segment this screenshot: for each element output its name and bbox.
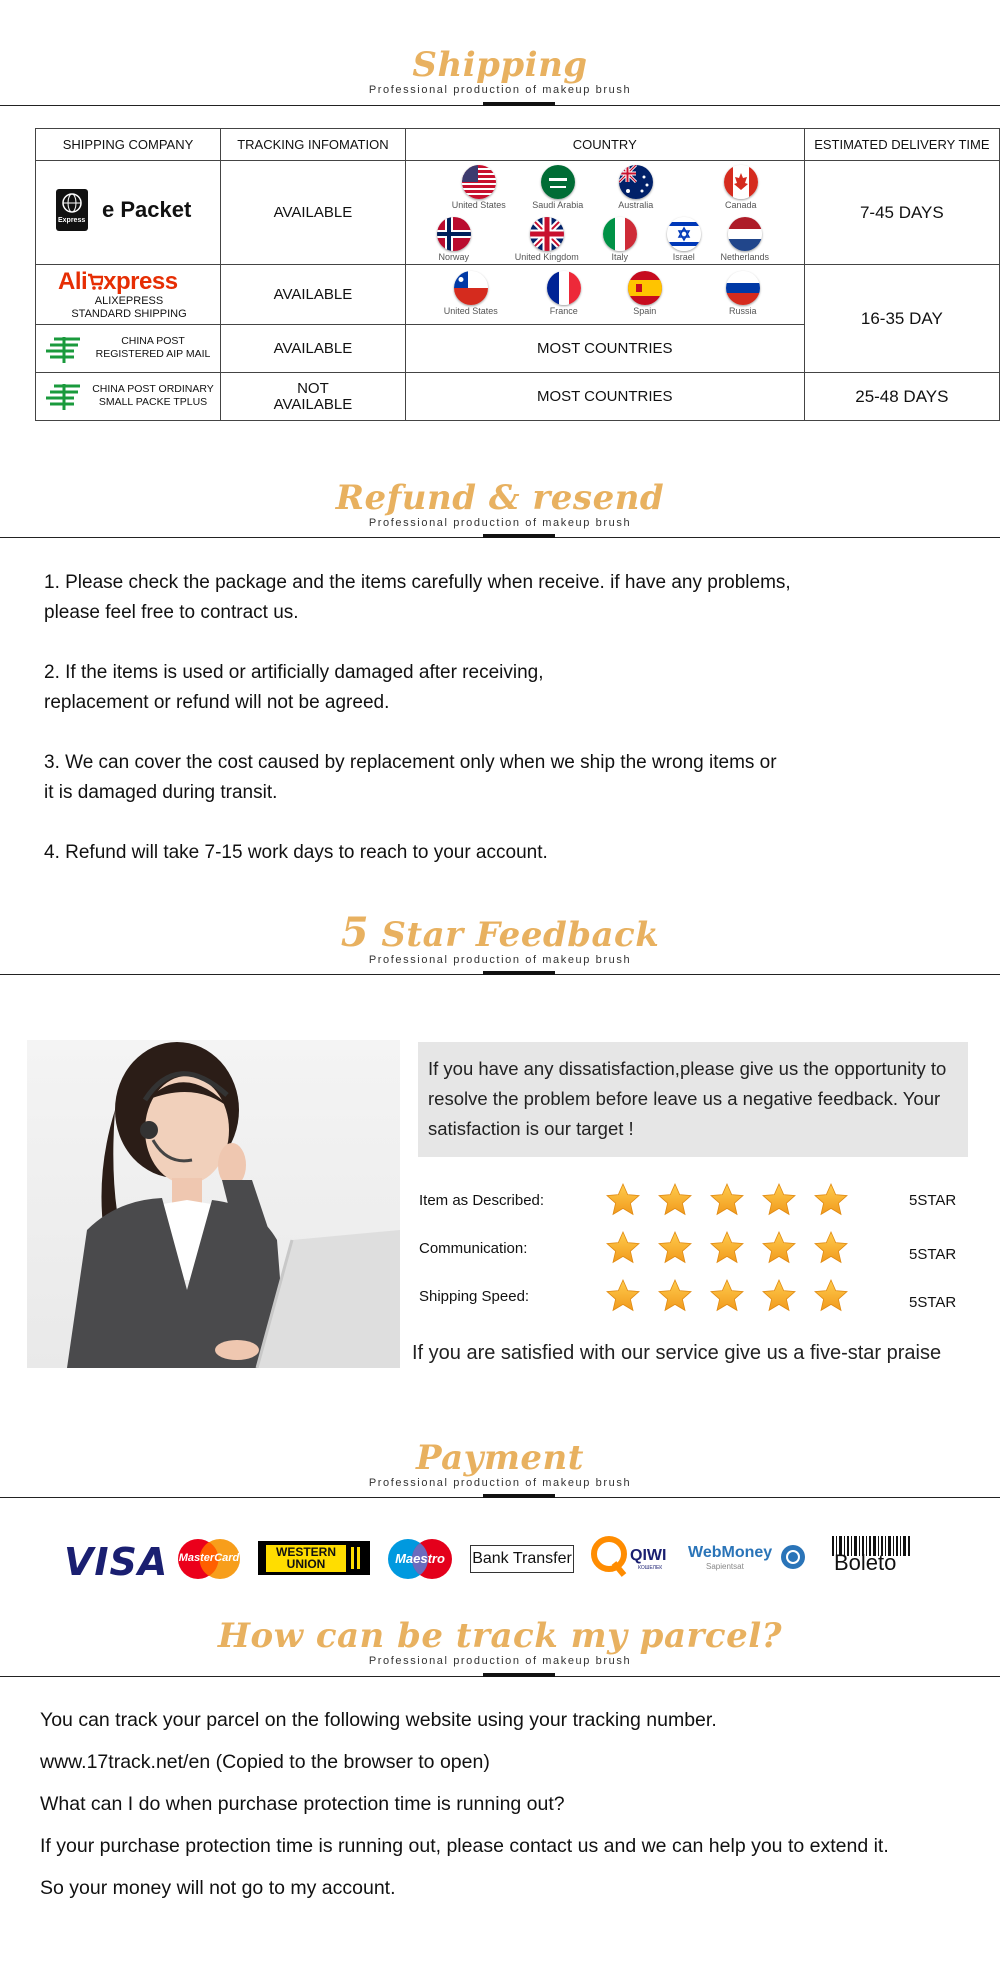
shipping-header [0, 46, 1000, 96]
epacket-days: 7-45 DAYS [804, 161, 999, 265]
divider-accent [483, 534, 555, 538]
col-header-delivery: ESTIMATED DELIVERY TIME [804, 129, 999, 161]
boleto-logo: Boleto [832, 1536, 910, 1580]
qiwi-logo: QIWI КОШЕЛЕК [590, 1535, 678, 1579]
star-icon [813, 1278, 849, 1314]
feedback-message-box [418, 1042, 968, 1157]
star-icon [657, 1182, 693, 1218]
epacket-logo-icon: Express [56, 189, 88, 231]
payment-header [0, 1439, 1000, 1489]
rating-value: 5STAR [909, 1246, 957, 1263]
track-subtitle: Professional production of makeup brush [368, 1655, 632, 1667]
rating-label: Item as Described: [419, 1192, 545, 1209]
visa-logo: VISA [64, 1540, 169, 1584]
payment-title: Payment [416, 1438, 584, 1478]
flag-united-kingdom: United Kingdom [502, 217, 592, 262]
support-agent-photo [27, 1040, 400, 1368]
china-ordinary-countries: MOST COUNTRIES [405, 373, 804, 421]
star-rating [605, 1182, 865, 1223]
epacket-tracking: AVAILABLE [221, 161, 406, 265]
divider-accent [483, 102, 555, 106]
track-header [0, 1617, 1000, 1667]
star-icon [605, 1182, 641, 1218]
bank-transfer-logo: Bank Transfer [470, 1545, 574, 1573]
flag-israel: Israel [639, 217, 729, 262]
flag-norway: Norway [409, 217, 499, 262]
china-post-countries: MOST COUNTRIES [405, 325, 804, 373]
mastercard-logo: MasterCard [176, 1538, 242, 1580]
flag-canada: Canada [696, 165, 786, 210]
flag-italy: Italy [575, 217, 665, 262]
refund-item: 4. Refund will take 7-15 work days to reach to your account. [44, 842, 548, 863]
track-line: If your purchase protection time is running out, please contact us and we can help you to extend it. [40, 1835, 889, 1857]
star-icon [657, 1278, 693, 1314]
rating-row-item-described [419, 1182, 979, 1222]
china-post-tracking: AVAILABLE [221, 325, 406, 373]
china-ordinary-line2: SMALL PACKE TPLUS [98, 396, 208, 408]
china-ordinary-logo-cell [36, 373, 221, 421]
five-star-praise-text: If you are satisfied with our service give us a five-star praise [412, 1342, 942, 1364]
track-line: You can track your parcel on the following website using your tracking number. [40, 1709, 717, 1731]
rating-value: 5STAR [909, 1192, 957, 1209]
star-rating [605, 1230, 865, 1271]
col-header-tracking: TRACKING INFOMATION [221, 129, 406, 161]
rating-value: 5STAR [909, 1294, 957, 1311]
china-ordinary-days: 25-48 DAYS [804, 373, 999, 421]
star-icon [761, 1230, 797, 1266]
refund-title: Refund & resend [335, 478, 665, 518]
rating-row-communication [419, 1230, 979, 1270]
star-icon [813, 1230, 849, 1266]
refund-header [0, 479, 1000, 529]
epacket-countries [405, 161, 804, 265]
aliexpress-countries [405, 265, 804, 325]
flag-russia: Russia [698, 271, 788, 316]
flag-saudi-arabia: Saudi Arabia [513, 165, 603, 210]
table-row-aliexpress [36, 265, 1000, 325]
star-icon [657, 1230, 693, 1266]
track-line: What can I do when purchase protection time is running out? [40, 1793, 565, 1815]
star-rating [605, 1278, 865, 1319]
rating-row-shipping-speed [419, 1278, 979, 1318]
star-icon [605, 1278, 641, 1314]
aliexpress-line1: ALIXEPRESS [94, 295, 164, 307]
track-instructions [40, 1704, 980, 1914]
col-header-country: COUNTRY [405, 129, 804, 161]
track-line: So your money will not go to my account. [40, 1877, 396, 1899]
refund-item: 3. We can cover the cost caused by replacement only when we ship the wrong items or it is damaged during transit. [44, 752, 777, 803]
shipping-subtitle: Professional production of makeup brush [368, 84, 632, 96]
track-website-link[interactable]: www.17track.net/en (Copied to the browser to open) [40, 1751, 490, 1773]
track-title: How can be track my parcel? [217, 1616, 783, 1656]
table-row-china-ordinary [36, 373, 1000, 421]
china-ordinary-line1: CHINA POST ORDINARY [92, 383, 214, 395]
china-post-icon [46, 337, 82, 363]
china-post-icon [46, 384, 82, 410]
col-header-company: SHIPPING COMPANY [36, 129, 221, 161]
flag-united-states: United States [434, 165, 524, 210]
aliexpress-line2: STANDARD SHIPPING [71, 308, 187, 320]
webmoney-logo: WebMoney Sapientsat [688, 1540, 808, 1580]
star-icon [709, 1278, 745, 1314]
shipping-title: Shipping [412, 45, 588, 85]
shipping-table [35, 128, 1000, 421]
star-icon [709, 1230, 745, 1266]
feedback-header [0, 909, 1000, 966]
feedback-message: If you have any dissatisfaction,please give us the opportunity to resolve the problem before leave us a negative feedback. Your satisfaction is our target ! [428, 1058, 947, 1139]
china-ordinary-tracking: NOT AVAILABLE [221, 373, 406, 421]
refund-item: 2. If the items is used or artificially damaged after receiving, replacement or refund will not be agreed. [44, 662, 544, 713]
flag-united-states: United States [426, 271, 516, 316]
western-union-logo: WESTERN UNION [258, 1541, 370, 1575]
payment-subtitle: Professional production of makeup brush [368, 1477, 632, 1489]
divider-accent [483, 971, 555, 975]
rating-label: Shipping Speed: [419, 1288, 530, 1305]
flag-france: France [519, 271, 609, 316]
refund-item: 1. Please check the package and the items carefully when receive. if have any problems, please feel free to contract us. [44, 572, 791, 623]
star-icon [709, 1182, 745, 1218]
maestro-logo: Maestro [386, 1538, 454, 1580]
flag-netherlands: Netherlands [700, 217, 790, 262]
shared-days: 16-35 DAY [804, 265, 999, 373]
aliexpress-tracking: AVAILABLE [221, 265, 406, 325]
star-icon [605, 1230, 641, 1266]
flag-spain: Spain [600, 271, 690, 316]
china-post-line1: CHINA POST [121, 335, 185, 347]
table-row-epacket [36, 161, 1000, 265]
divider-accent [483, 1673, 555, 1677]
epacket-logo-cell [36, 161, 221, 265]
star-icon [761, 1182, 797, 1218]
divider-accent [483, 1494, 555, 1498]
china-post-logo-cell [36, 325, 221, 373]
star-icon [761, 1278, 797, 1314]
feedback-title: 5 Star Feedback [340, 909, 660, 956]
star-icon [813, 1182, 849, 1218]
epacket-label: e Packet [102, 197, 192, 222]
feedback-subtitle: Professional production of makeup brush [368, 954, 632, 966]
aliexpress-logo-cell [36, 265, 221, 325]
refund-list [44, 568, 964, 898]
flag-australia: Australia [591, 165, 681, 210]
rating-label: Communication: [419, 1240, 528, 1257]
china-post-line2: REGISTERED AIP MAIL [95, 348, 211, 360]
refund-subtitle: Professional production of makeup brush [368, 517, 632, 529]
aliexpress-logo: Ali xpress [58, 268, 178, 295]
